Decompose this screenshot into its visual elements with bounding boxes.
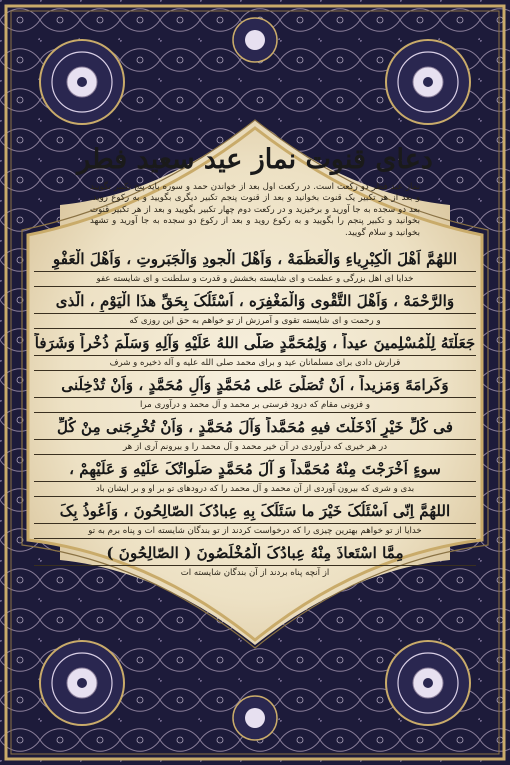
arabic-line: اللهُمَّ اِنّی اَسْئَلُکَ خَیْرَ ما سَئَلَکَ بِهِ عِبادُکَ الصّالِحُونَ ، وَاَعُوذُ بِکَ	[59, 502, 451, 521]
persian-translation: در هر خیری که درآوردی در آن خیر محمد و آل محمد را و بیرونم آری از هر	[34, 439, 476, 455]
arabic-line: جَعَلْتَهُ لِلْمُسْلِمینَ عیداً ، وَلِمُحَمَّدٍ صَلَّی اللهُ عَلَیْهِ وَآلِهِ وَسَلَّمَ ذُخْراً وَشَرَفاً	[34, 334, 476, 353]
persian-translation: قرارش دادی برای مسلمانان عید و برای محمد صلی الله علیه و آله ذخیره و شرف	[34, 355, 476, 371]
persian-translation: و فزونی مقام که درود فرستی بر محمد و آل محمد و درآوری مرا	[34, 397, 476, 413]
arabic-line: وَالرَّحْمَهْ ، وَاَهْلَ التَّقْوی وَالْمَغْفِرَه ، اَسْئَلُکَ بِحَقِّ هذَا الْیَوْمِ ، الَّذی	[55, 292, 455, 311]
prayer-content	[28, 140, 482, 660]
verse-block	[28, 543, 482, 580]
verse-block	[28, 459, 482, 497]
page-title: دعای قنوت نماز عید سعید فطر	[77, 144, 433, 175]
arabic-line: مِمَّا اسْتَعاذَ مِنْهُ عِبادُکَ الْمُخْلَصُونَ ( الصّالِحُونَ )	[106, 544, 404, 563]
persian-translation: خدایا ای اهل بزرگی و عظمت و ای شایسته بخشش و قدرت و سلطنت و ای شایسته عفو	[34, 271, 476, 287]
arabic-line: اللهُمَّ اَهْلَ الْکِبْرِیاءِ وَالْعَظَمَهْ ، وَاَهْلَ الْجودِ وَالْجَبَروتِ ، وَاَهْلَ الْعَفْوِ	[52, 250, 458, 269]
verse-block	[28, 291, 482, 329]
persian-translation: بدی و شری که بیرون آوردی از آن محمد و آل محمد را که درودهای تو بر او و بر ایشان باد	[34, 481, 476, 497]
top-medallion-icon	[233, 18, 277, 62]
verse-list	[28, 249, 482, 580]
verse-block	[28, 501, 482, 539]
arabic-line: سوءٍ اَخْرَجْتَ مِنْهُ مُحَمَّداً وَ آلَ مُحَمَّدٍ صَلَواتُکَ عَلَیْهِ وَ عَلَیْهِمْ ،	[69, 460, 441, 479]
persian-translation: و رحمت و ای شایسته تقوی و آمرزش از تو خواهم به حق این روزی که	[34, 313, 476, 329]
verse-block	[28, 333, 482, 371]
verse-block	[28, 375, 482, 413]
persian-translation: خدایا از تو خواهم بهترین چیزی را که درخواست کردند از تو بندگان شایسته ات و پناه برم به تو	[34, 523, 476, 539]
arabic-line: وَکَرامَهً وَمَزیداً ، اَنْ تُصَلِّیَ عَلی مُحَمَّدٍ وَآلِ مُحَمَّدٍ ، وَاَنْ تُدْخِلَنی	[61, 376, 449, 395]
verse-block	[28, 417, 482, 455]
corner-rosette-icon	[40, 40, 124, 124]
bottom-medallion-icon	[233, 696, 277, 740]
corner-rosette-icon	[386, 40, 470, 124]
arabic-line: فی کُلِّ خَیْرٍ اَدْخَلْتَ فیهِ مُحَمَّداً وَآلَ مُحَمَّدٍ ، وَاَنْ تُخْرِجَنی مِنْ کُلِّ	[56, 418, 454, 437]
verse-block	[28, 249, 482, 287]
intro-paragraph: نماز عید فطر دو رکعت است. در رکعت اول بعد از خواندن حمد و سوره باید پنج تکبیر بگویید و بعد از هر تکبیر یک قنوت بخوانید و بعد از قنوت پنجم تکبیر دیگری بگویید و به رکوع روید. بعد دو سجده به جا آورید و برخیزید و در رکعت دوم چهار تکبیر بگویید و بعد از هر تکبیر قنوت بخوانید و تکبیر پنجم را بگویید و به رکوع روید و بعد از رکوع دو سجده به جا آورید و تشهد بخوانید و سلام گویید.	[90, 182, 420, 238]
persian-translation: از آنچه پناه بردند از آن بندگان شایسته ات	[34, 565, 476, 580]
